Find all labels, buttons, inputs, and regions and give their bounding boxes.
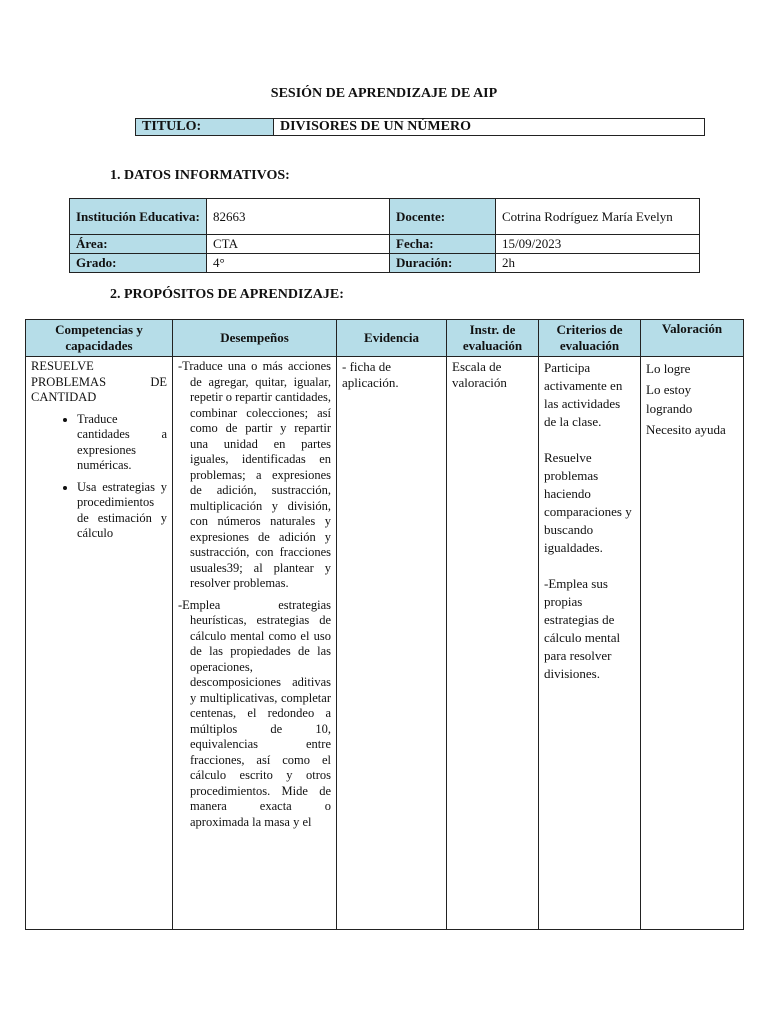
info-table bbox=[69, 198, 700, 273]
header-criterios: Criterios de evaluación bbox=[539, 320, 641, 357]
criterio-item: -Emplea sus propias estrategias de cálculo mental para resolver divisiones. bbox=[544, 576, 621, 681]
instrumento-cell: Escala de valoración bbox=[447, 357, 539, 930]
duracion-label: Duración: bbox=[390, 254, 496, 273]
area-label: Área: bbox=[70, 235, 207, 254]
section-heading-datos: 1. DATOS INFORMATIVOS: bbox=[110, 168, 290, 183]
valoracion-item: Lo logre bbox=[646, 361, 691, 376]
titulo-table bbox=[135, 118, 705, 136]
header-evidencia: Evidencia bbox=[337, 320, 447, 357]
competencias-cell bbox=[26, 357, 173, 930]
duracion-value: 2h bbox=[496, 254, 700, 273]
desempeno-item: -Traduce una o más acciones de agregar, quitar, igualar, repetir o repartir cantidades, combinar colecciones; así como de partir y repartir una unidad en partes iguales, identificadas en problemas; a expresiones de adición, sustracción, multiplicación y división, con números naturales y expresiones de adición y sustracción, con fracciones usuales39; al plantear y resolver problemas. bbox=[178, 359, 331, 590]
grado-label: Grado: bbox=[70, 254, 207, 273]
institucion-value: 82663 bbox=[207, 199, 390, 235]
criterio-item: Resuelve problemas haciendo comparaciones y buscando igualdades. bbox=[544, 450, 632, 555]
valoracion-item: Lo estoy logrando bbox=[646, 382, 693, 416]
header-instrumento: Instr. de evaluación bbox=[447, 320, 539, 357]
capacidades-list bbox=[31, 412, 167, 542]
area-value: CTA bbox=[207, 235, 390, 254]
capacidad-item: • Traduce cantidades a expresiones numéricas. bbox=[77, 412, 167, 474]
competencia-text: RESUELVE PROBLEMAS DE CANTIDAD bbox=[31, 359, 167, 404]
header-valoracion: Valoración bbox=[641, 320, 744, 357]
header-desempenos: Desempeños bbox=[173, 320, 337, 357]
capacidad-item: • Usa estrategias y procedimientos de estimación y cálculo bbox=[77, 480, 167, 542]
fecha-value: 15/09/2023 bbox=[496, 235, 700, 254]
criterios-cell bbox=[539, 357, 641, 930]
fecha-label: Fecha: bbox=[390, 235, 496, 254]
criterio-item: Participa activamente en las actividades de la clase. bbox=[544, 360, 623, 429]
institucion-label: Institución Educativa: bbox=[70, 199, 207, 235]
header-competencias: Competencias y capacidades bbox=[26, 320, 173, 357]
section-heading-propositos: 2. PROPÓSITOS DE APRENDIZAJE: bbox=[110, 287, 344, 302]
docente-label: Docente: bbox=[390, 199, 496, 235]
valoracion-cell bbox=[641, 357, 744, 930]
evidencia-cell: - ficha de aplicación. bbox=[337, 357, 447, 930]
titulo-label: TITULO: bbox=[136, 119, 274, 136]
desempenos-cell bbox=[173, 357, 337, 930]
desempeno-item: -Emplea estrategias heurísticas, estrategias de cálculo mental como el uso de las propiedades de las operaciones, descomposiciones aditivas y multiplicativas, completar centenas, el redondeo a múltiplos de 10, equivalencias entre fracciones, así como el cálculo escrito y otros procedimientos. Mide de manera exacta o aproximada la masa y el bbox=[178, 597, 331, 829]
purposes-table bbox=[25, 319, 744, 930]
document-title: SESIÓN DE APRENDIZAJE DE AIP bbox=[270, 86, 498, 101]
docente-value: Cotrina Rodríguez María Evelyn bbox=[496, 199, 700, 235]
grado-value: 4° bbox=[207, 254, 390, 273]
valoracion-item: Necesito ayuda bbox=[646, 422, 726, 437]
titulo-value: DIVISORES DE UN NÚMERO bbox=[274, 119, 705, 136]
